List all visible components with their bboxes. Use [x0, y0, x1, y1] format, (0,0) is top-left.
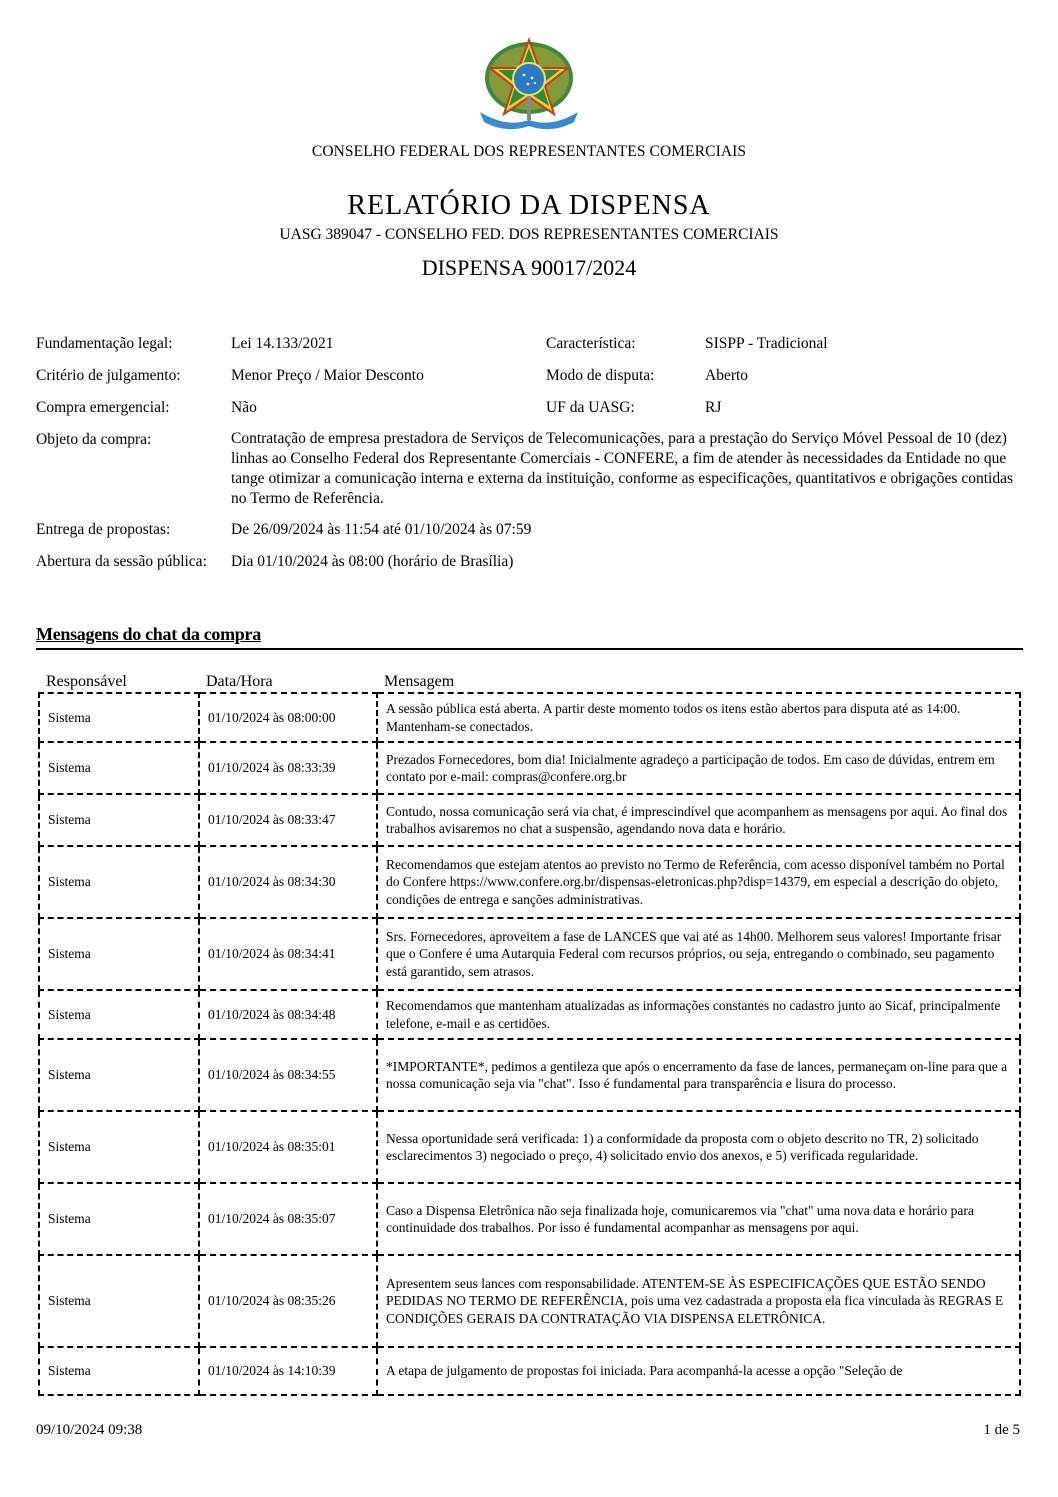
data-hora-cell: 01/10/2024 às 08:35:07 — [199, 1183, 377, 1255]
table-row — [39, 846, 1020, 918]
table-row — [39, 1255, 1020, 1347]
mensagem-cell: Recomendamos que mantenham atualizadas as informações constantes no cadastro junto ao Sicaf, principalmente telefone, e-mail e as certidões. — [377, 990, 1020, 1039]
mensagem-cell: Prezados Fornecedores, bom dia! Inicialmente agradeço a participação de todos. Em caso de dúvidas, entrem em contato por e-mail: compras@confere.org.br — [377, 742, 1020, 794]
abertura-label: Abertura da sessão pública: — [36, 553, 207, 570]
modo-value: Aberto — [705, 367, 749, 384]
mensagem-cell: Contudo, nossa comunicação será via chat, é imprescindível que acompanhem as mensagens por aqui. Ao final dos trabalhos avisaremos no chat a suspensão, agendando nova data e horário. — [377, 794, 1020, 846]
entrega-label: Entrega de propostas: — [36, 521, 171, 538]
column-header-data-hora: Data/Hora — [206, 673, 273, 690]
uf-label: UF da UASG: — [546, 399, 635, 416]
mensagem-cell: Caso a Dispensa Eletrônica não seja finalizada hoje, comunicaremos via "chat" uma nova data e horário para continuidade dos trabalhos. Por isso é fundamental acompanhar as mensagens por aqui. — [377, 1183, 1020, 1255]
data-hora-cell: 01/10/2024 às 08:33:39 — [199, 742, 377, 794]
fundamentacao-label: Fundamentação legal: — [36, 335, 173, 352]
responsavel-cell: Sistema — [39, 846, 199, 918]
report-title: RELATÓRIO DA DISPENSA — [347, 190, 711, 221]
responsavel-cell: Sistema — [39, 1255, 199, 1347]
page-indicator: 1 de 5 — [983, 1422, 1020, 1438]
brazil-coat-of-arms-icon — [466, 36, 592, 132]
section-divider — [36, 648, 1023, 650]
mensagem-cell: Recomendamos que estejam atentos ao previsto no Termo de Referência, com acesso disponível também no Portal do Confere https://www.confere.org.br/dispensas-eletronicas.php?disp=14379, em especial a descrição do objeto, condições de entrega e sanções administrativas. — [377, 846, 1020, 918]
column-header-responsavel: Responsável — [46, 673, 127, 690]
abertura-value: Dia 01/10/2024 às 08:00 (horário de Brasília) — [231, 553, 514, 570]
table-row — [39, 918, 1020, 990]
objeto-value: Contratação de empresa prestadora de Serviços de Telecomunicações, para a prestação do Serviço Móvel Pessoal de 10 (dez) linhas ao Conselho Federal dos Representante Comerciais - CONFERE, a fim de atender às necessidades da Entidade no que tange otimizar a comunicação interna e externa da instituição, conforme as especificações, quantitativos e obrigações contidas no Termo de Referência. — [231, 430, 1013, 507]
mensagem-cell: Nessa oportunidade será verificada: 1) a conformidade da proposta com o objeto descrito no TR, 2) solicitado esclarecimentos 3) negociado o preço, 4) solicitado envio dos anexos, e 5) verificada regularidade. — [377, 1111, 1020, 1183]
data-hora-cell: 01/10/2024 às 08:35:01 — [199, 1111, 377, 1183]
data-hora-cell: 01/10/2024 às 08:33:47 — [199, 794, 377, 846]
dispensa-number: DISPENSA 90017/2024 — [421, 255, 637, 280]
criterio-value: Menor Preço / Maior Desconto — [231, 367, 424, 384]
mensagem-cell: A sessão pública está aberta. A partir deste momento todos os itens estão abertos para disputa até as 14:00. Mantenham-se conectados. — [377, 693, 1020, 742]
fundamentacao-value: Lei 14.133/2021 — [231, 335, 334, 352]
caracteristica-label: Característica: — [546, 335, 636, 352]
table-row — [39, 1183, 1020, 1255]
table-row — [39, 742, 1020, 794]
data-hora-cell: 01/10/2024 às 08:34:55 — [199, 1039, 377, 1111]
responsavel-cell: Sistema — [39, 990, 199, 1039]
table-row — [39, 794, 1020, 846]
uf-value: RJ — [705, 399, 722, 416]
responsavel-cell: Sistema — [39, 918, 199, 990]
table-row — [39, 1111, 1020, 1183]
table-row — [39, 990, 1020, 1039]
mensagem-cell: *IMPORTANTE*, pedimos a gentileza que após o encerramento da fase de lances, permaneçam on-line para que a nossa comunicação seja via "chat". Isso é fundamental para transparência e lisura do processo. — [377, 1039, 1020, 1111]
table-row — [39, 693, 1020, 742]
emergencial-value: Não — [231, 399, 257, 416]
responsavel-cell: Sistema — [39, 794, 199, 846]
uasg-line: UASG 389047 - CONSELHO FED. DOS REPRESENTANTES COMERCIAIS — [279, 226, 779, 243]
modo-label: Modo de disputa: — [546, 367, 655, 384]
data-hora-cell: 01/10/2024 às 08:34:41 — [199, 918, 377, 990]
objeto-label: Objeto da compra: — [36, 431, 152, 448]
chat-section-title: Mensagens do chat da compra — [36, 624, 261, 644]
table-row — [39, 1347, 1020, 1395]
data-hora-cell: 01/10/2024 às 14:10:39 — [199, 1347, 377, 1395]
criterio-label: Critério de julgamento: — [36, 367, 181, 384]
responsavel-cell: Sistema — [39, 1111, 199, 1183]
mensagem-cell: A etapa de julgamento de propostas foi iniciada. Para acompanhá-la acesse a opção "Seleção de — [377, 1347, 1020, 1395]
mensagem-cell: Srs. Fornecedores, aproveitem a fase de LANCES que vai até as 14h00. Melhorem seus valores! Importante frisar que o Confere é uma Autarquia Federal com recursos próprios, ou seja, entregando o combinado, seu pagamento está garantido, sem atrasos. — [377, 918, 1020, 990]
caracteristica-value: SISPP - Tradicional — [705, 335, 828, 352]
organization-name: CONSELHO FEDERAL DOS REPRESENTANTES COMERCIAIS — [311, 143, 747, 160]
mensagem-cell: Apresentem seus lances com responsabilidade. ATENTEM-SE ÀS ESPECIFICAÇÕES QUE ESTÃO SENDO PEDIDAS NO TERMO DE REFERÊNCIA, pois uma vez cadastrada a proposta ela fica vinculada às REGRAS E CONDIÇÕES GERAIS DA CONTRATAÇÃO VIA DISPENSA ELETRÔNICA. — [377, 1255, 1020, 1347]
chat-messages-table — [38, 692, 1021, 1396]
responsavel-cell: Sistema — [39, 1347, 199, 1395]
generated-timestamp: 09/10/2024 09:38 — [36, 1422, 143, 1438]
data-hora-cell: 01/10/2024 às 08:00:00 — [199, 693, 377, 742]
column-header-mensagem: Mensagem — [384, 673, 455, 690]
data-hora-cell: 01/10/2024 às 08:34:30 — [199, 846, 377, 918]
data-hora-cell: 01/10/2024 às 08:34:48 — [199, 990, 377, 1039]
emergencial-label: Compra emergencial: — [36, 399, 170, 416]
entrega-value: De 26/09/2024 às 11:54 até 01/10/2024 às 07:59 — [231, 521, 532, 538]
responsavel-cell: Sistema — [39, 693, 199, 742]
data-hora-cell: 01/10/2024 às 08:35:26 — [199, 1255, 377, 1347]
responsavel-cell: Sistema — [39, 1039, 199, 1111]
table-row — [39, 1039, 1020, 1111]
responsavel-cell: Sistema — [39, 742, 199, 794]
responsavel-cell: Sistema — [39, 1183, 199, 1255]
